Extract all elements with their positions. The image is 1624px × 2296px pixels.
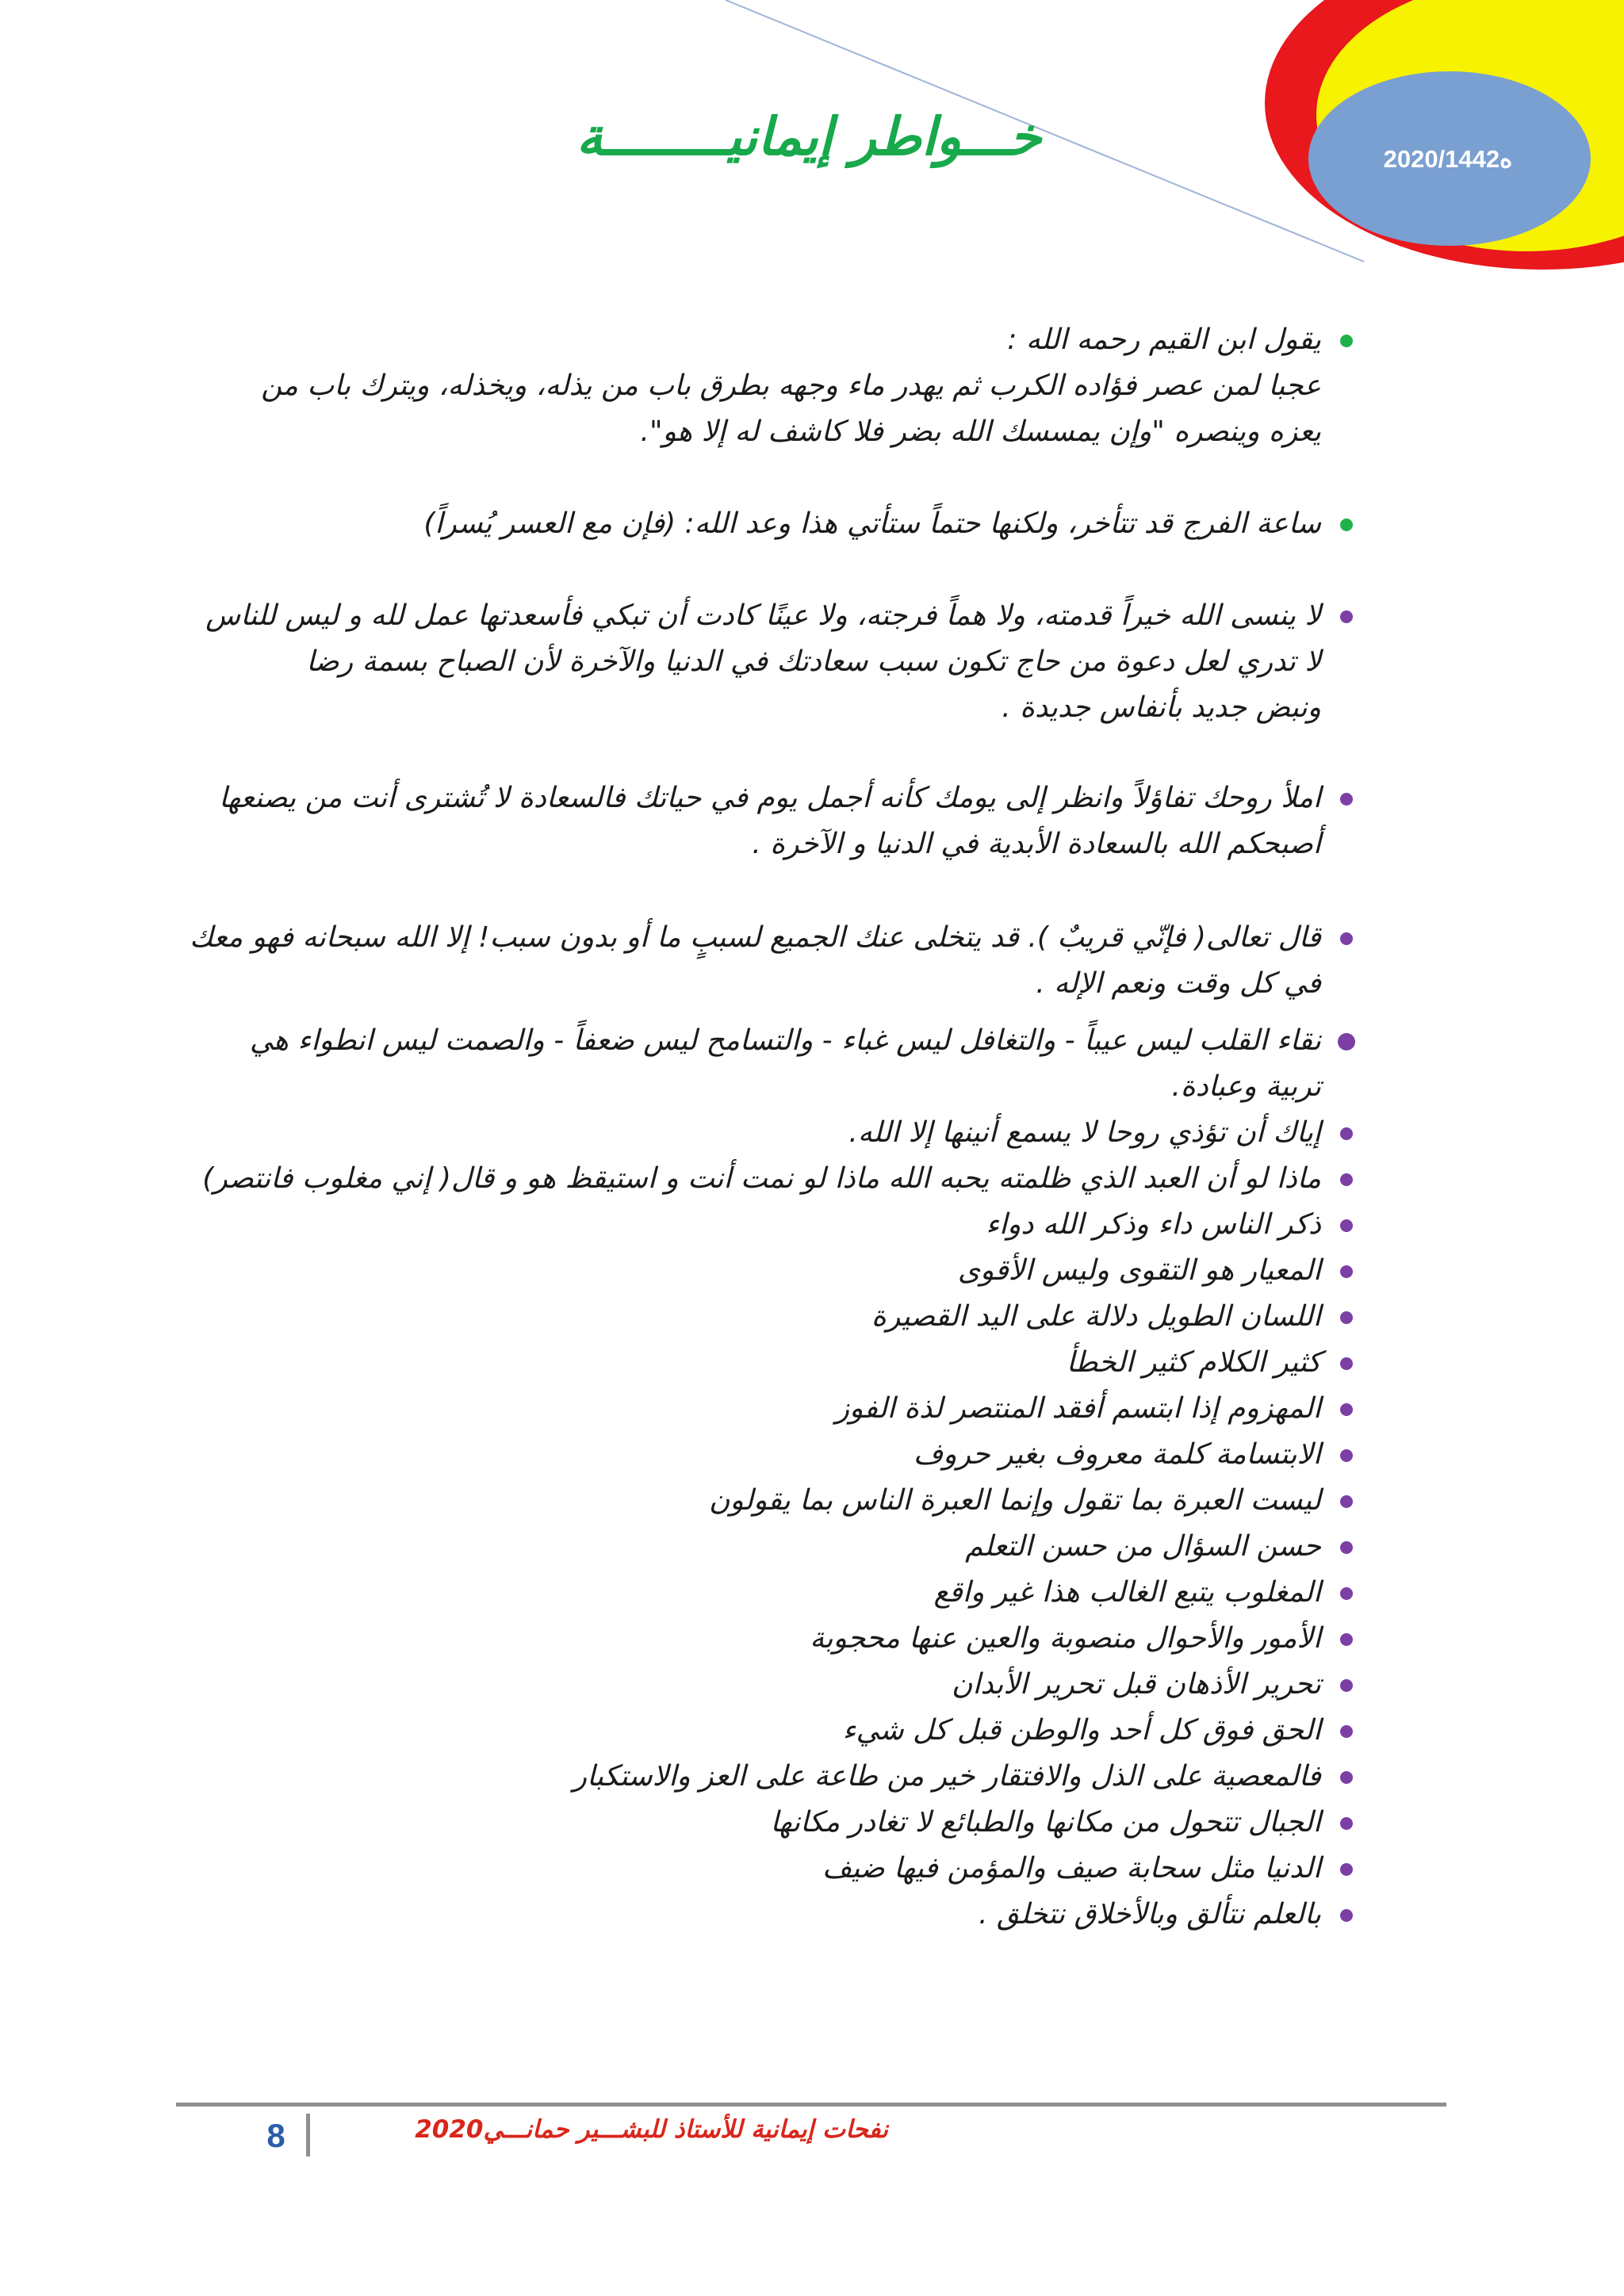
list-item xyxy=(190,1570,1356,1616)
list-item xyxy=(190,593,1356,731)
bullet-icon xyxy=(1340,1633,1353,1646)
bullet-icon xyxy=(1340,932,1353,945)
list-item xyxy=(190,1432,1356,1478)
item-line: املأ روحك تفاؤلاً وانظر إلى يومك كأنه أجمل يوم في حياتك فالسعادة لا تُشترى أنت من يصنعها xyxy=(219,782,1321,814)
list-item xyxy=(190,501,1356,547)
bullet-icon xyxy=(1340,610,1353,623)
list-item xyxy=(190,1202,1356,1248)
item-line: ليست العبرة بما تقول وإنما العبرة الناس بما يقولون xyxy=(708,1484,1321,1517)
list-item xyxy=(190,775,1356,867)
bullet-icon xyxy=(1340,1725,1353,1738)
list-item xyxy=(190,1110,1356,1156)
list-item xyxy=(190,1662,1356,1708)
item-line: ماذا لو أن العبد الذي ظلمته يحبه الله ماذا لو نمت أنت و استيقظ هو و قال( إني مغلوب فانتصر) xyxy=(202,1162,1321,1195)
item-line: الجبال تتحول من مكانها والطبائع لا تغادر مكانها xyxy=(770,1806,1321,1839)
bullet-icon xyxy=(1340,519,1353,531)
footer-vertical-divider xyxy=(306,2114,310,2156)
item-line: ساعة الفرج قد تتأخر، ولكنها حتماً ستأتي هذا وعد الله: (فإن مع العسر يُسراً) xyxy=(423,507,1321,540)
list-item xyxy=(190,1156,1356,1202)
bullet-icon xyxy=(1340,1311,1353,1324)
bullet-icon xyxy=(1340,1449,1353,1462)
item-line: الدنيا مثل سحابة صيف والمؤمن فيها ضيف xyxy=(822,1852,1321,1885)
item-line: المهزوم إذا ابتسم أفقد المنتصر لذة الفوز xyxy=(835,1392,1321,1425)
list-item xyxy=(190,1846,1356,1892)
bullet-icon xyxy=(1340,1403,1353,1416)
bullet-icon xyxy=(1340,1173,1353,1186)
item-line: كثير الكلام كثير الخطأ xyxy=(1066,1346,1321,1379)
year-badge: 2020/ه1442 xyxy=(1383,145,1513,173)
item-line: ونبض جديد بأنفاس جديدة . xyxy=(1002,691,1321,724)
bullet-icon xyxy=(1340,1771,1353,1784)
list-item xyxy=(190,1892,1356,1938)
bullet-icon xyxy=(1338,1033,1355,1050)
bullet-icon xyxy=(1340,1219,1353,1232)
list-item xyxy=(190,1616,1356,1662)
page-title: خـــواطر إيمانيــــــــة xyxy=(576,106,1042,167)
list-item xyxy=(190,1800,1356,1846)
item-line: اللسان الطويل دلالة على اليد القصيرة xyxy=(871,1300,1321,1333)
footer-text: نفحات إيمانية للأستاذ للبشـــير حمانـــي2020 xyxy=(415,2115,888,2144)
bullet-icon xyxy=(1340,1541,1353,1554)
item-line: الأمور والأحوال منصوبة والعين عنها محجوبة xyxy=(810,1622,1321,1655)
bullet-icon xyxy=(1340,1357,1353,1370)
bullet-icon xyxy=(1340,335,1353,347)
list-item xyxy=(190,1340,1356,1386)
bullet-icon xyxy=(1340,793,1353,806)
item-line: تحرير الأذهان قبل تحرير الأبدان xyxy=(952,1668,1321,1701)
item-line: عجبا لمن عصر فؤاده الكرب ثم يهدر ماء وجهه بطرق باب من يذله، ويخذله، ويترك باب من xyxy=(261,369,1321,402)
item-line: يعزه وينصره "وإن يمسسك الله بضر فلا كاشف له إلا هو". xyxy=(640,415,1321,448)
footer-divider-line xyxy=(176,2103,1446,2107)
item-line: لا تدري لعل دعوة من حاج تكون سبب سعادتك في الدنيا والآخرة لأن الصباح بسمة رضا xyxy=(306,645,1321,678)
bullet-icon xyxy=(1340,1495,1353,1508)
list-item xyxy=(190,1478,1356,1524)
item-line: الابتسامة كلمة معروف بغير حروف xyxy=(913,1438,1321,1471)
item-line: نقاء القلب ليس عيباً - والتغافل ليس غباء - والتسامح ليس ضعفاً - والصمت ليس انطواء هي xyxy=(249,1024,1321,1057)
list-item xyxy=(190,1294,1356,1340)
bullet-icon xyxy=(1340,1265,1353,1278)
bullet-icon xyxy=(1340,1587,1353,1600)
list-item xyxy=(190,915,1356,1007)
list-item xyxy=(190,1524,1356,1570)
list-item xyxy=(190,1248,1356,1294)
item-line: بالعلم نتألق وبالأخلاق نتخلق . xyxy=(979,1898,1321,1931)
item-line: في كل وقت ونعم الإله . xyxy=(1036,967,1321,1000)
item-line: يقول ابن القيم رحمه الله : xyxy=(1007,323,1321,356)
bullet-icon xyxy=(1340,1817,1353,1830)
item-line: قال تعالى( فإنّي قريبٌ ). قد يتخلى عنك الجميع لسببٍ ما أو بدون سبب! إلا الله سبحانه فهو معك xyxy=(190,921,1321,954)
quotes-list xyxy=(190,317,1356,1938)
item-line: إياك أن تؤذي روحا لا يسمع أنينها إلا الله. xyxy=(848,1116,1321,1149)
bullet-icon xyxy=(1340,1127,1353,1140)
item-line: تربية وعبادة. xyxy=(1171,1070,1321,1103)
page-number: 8 xyxy=(266,2117,285,2154)
list-item xyxy=(190,1708,1356,1754)
item-line: أصبحكم الله بالسعادة الأبدية في الدنيا و الآخرة . xyxy=(752,828,1321,860)
list-item xyxy=(190,1386,1356,1432)
item-line: فالمعصية على الذل والافتقار خير من طاعة على العز والاستكبار xyxy=(573,1760,1321,1793)
list-item xyxy=(190,1754,1356,1800)
bullet-icon xyxy=(1340,1909,1353,1922)
bullet-icon xyxy=(1340,1863,1353,1876)
item-line: حسن السؤال من حسن التعلم xyxy=(965,1530,1321,1563)
list-item xyxy=(190,1018,1356,1110)
list-item xyxy=(190,317,1356,455)
item-line: ذكر الناس داء وذكر الله دواء xyxy=(986,1208,1321,1241)
item-line: المعيار هو التقوى وليس الأقوى xyxy=(957,1254,1321,1287)
item-line: لا ينسى الله خيراً قدمته، ولا هماً فرجته، ولا عينًا كادت أن تبكي فأسعدتها عمل لله و ليس للناس xyxy=(205,599,1321,632)
bullet-icon xyxy=(1340,1679,1353,1692)
item-line: المغلوب يتبع الغالب هذا غير واقع xyxy=(933,1576,1321,1609)
item-line: الحق فوق كل أحد والوطن قبل كل شيء xyxy=(842,1714,1321,1747)
